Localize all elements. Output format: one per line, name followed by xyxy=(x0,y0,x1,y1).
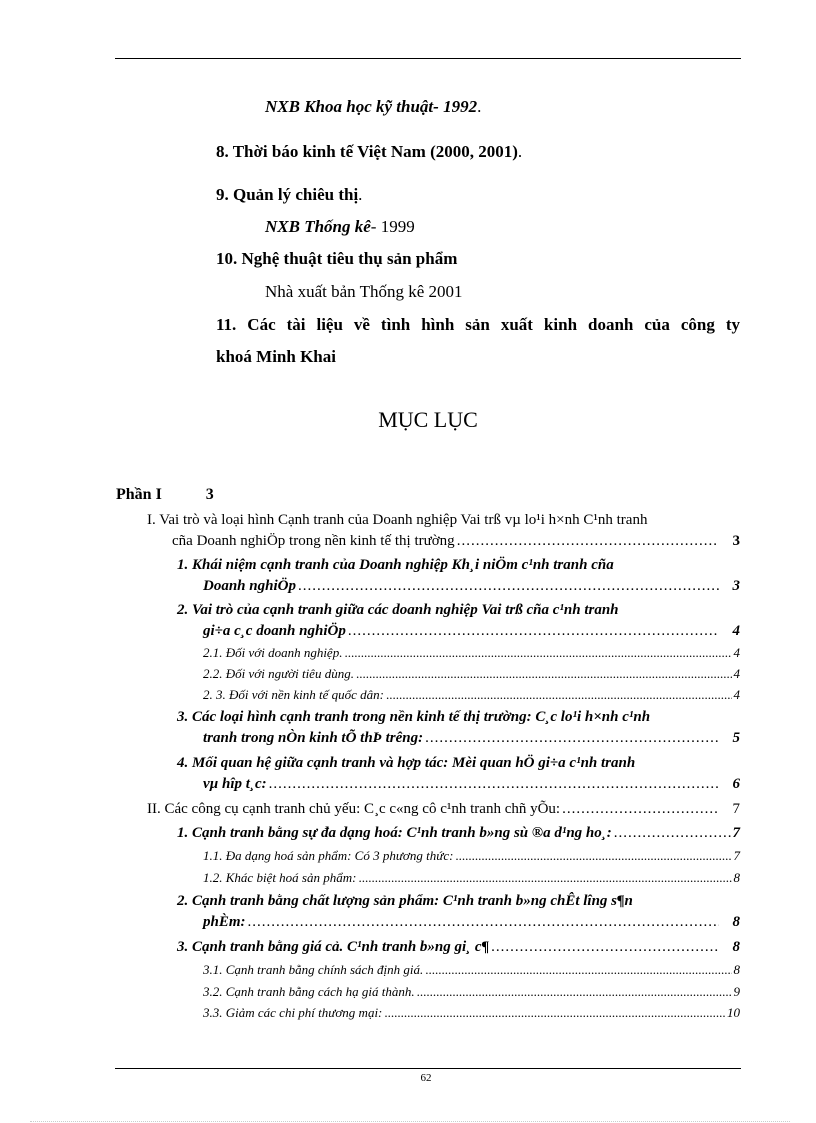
toc-item-2-1[interactable] xyxy=(203,645,740,661)
toc-item-t2-text: phÈm: xyxy=(203,914,246,930)
toc-leader xyxy=(384,1005,725,1021)
toc-item-4-page: 6 xyxy=(732,776,740,792)
toc-leader xyxy=(386,687,732,703)
toc-item-t1-1-page: 7 xyxy=(733,848,740,863)
ref-7-publisher-name: NXB Khoa học kỹ thuật xyxy=(265,97,434,116)
toc-item-3-text: tranh trong nÒn kinh tÕ thÞ trêng: xyxy=(203,730,424,746)
toc-leader xyxy=(562,801,718,818)
ref-8 xyxy=(216,142,522,162)
toc-item-t1-1[interactable] xyxy=(203,848,740,864)
ref-9-publisher xyxy=(265,217,415,237)
toc-item-1-line2[interactable] xyxy=(203,578,740,595)
toc-item-t1-page: 7 xyxy=(732,825,740,841)
toc-item-t1-text: 1. Cạnh tranh bằng sự đa dạng hoá: C¹nh tranh b»ng sù ®a d¹ng ho¸: xyxy=(177,825,612,841)
toc-leader xyxy=(425,962,731,978)
toc-item-t3-1-page: 8 xyxy=(733,962,740,977)
toc-item-ii[interactable] xyxy=(147,801,740,818)
toc-item-t3-page: 8 xyxy=(732,939,740,955)
toc-leader xyxy=(614,825,731,842)
toc-item-1-line1[interactable]: 1. Khái niệm cạnh tranh của Doanh nghiệp Kh¸i niÖm c¹nh tranh cña xyxy=(177,557,614,573)
ref-8-text: 8. Thời báo kinh tế Việt Nam (2000, 2001) xyxy=(216,142,518,161)
toc-item-t2-line1[interactable]: 2. Cạnh tranh bằng chất lượng sản phẩm: C¹nh tranh b»ng chÊt lîng s¶n xyxy=(177,893,633,909)
toc-title: MỤC LỤC xyxy=(378,407,478,432)
toc-item-4-text: vµ hîp t¸c: xyxy=(203,776,267,792)
toc-item-t3-1[interactable] xyxy=(203,962,740,978)
toc-item-2-2[interactable] xyxy=(203,666,740,682)
ref-11-line1: 11. Các tài liệu về tình hình sản xuất kinh doanh của công ty xyxy=(216,315,740,334)
toc-item-t3-3[interactable] xyxy=(203,1005,740,1021)
toc-leader xyxy=(356,666,732,682)
toc-item-2-1-page: 4 xyxy=(733,645,740,660)
header-rule xyxy=(115,58,741,59)
toc-item-t1-1-text: 1.1. Đa dạng hoá sản phẩm: Có 3 phương thức: xyxy=(203,848,454,863)
page-number: 62 xyxy=(420,1072,432,1084)
toc-item-t3-text: 3. Cạnh tranh bằng giá cả. C¹nh tranh b»ng gi¸ c¶ xyxy=(177,939,490,955)
ref-9-text: 9. Quản lý chiêu thị xyxy=(216,185,359,204)
toc-item-t1-2-text: 1.2. Khác biệt hoá sản phẩm: xyxy=(203,870,357,885)
toc-item-2-text: gi÷a c¸c doanh nghiÖp xyxy=(203,623,346,639)
toc-part-1-page: 3 xyxy=(205,486,214,503)
toc-leader xyxy=(491,939,718,956)
footer-rule xyxy=(115,1068,741,1069)
ref-10-publisher: Nhà xuất bản Thống kê 2001 xyxy=(265,282,463,301)
ref-8-end: . xyxy=(517,142,523,161)
toc-item-i-line1[interactable]: I. Vai trò và loại hình Cạnh tranh của Doanh nghiệp Vai trß vµ lo¹i h×nh C¹nh tranh xyxy=(147,512,648,528)
toc-item-t1[interactable] xyxy=(177,825,740,842)
toc-item-i-text: cña Doanh nghiÖp trong nền kinh tế thị trường xyxy=(172,533,455,549)
toc-item-t3-2[interactable] xyxy=(203,984,740,1000)
toc-item-2-line1[interactable]: 2. Vai trò của cạnh tranh giữa các doanh nghiệp Vai trß cña c¹nh tranh xyxy=(177,602,619,618)
toc-leader xyxy=(358,870,731,886)
toc-item-4-line2[interactable] xyxy=(203,776,740,793)
ref-11-line2: khoá Minh Khai xyxy=(216,347,336,366)
toc-item-t2-page: 8 xyxy=(732,914,740,930)
toc-item-3-line2[interactable] xyxy=(203,730,740,747)
toc-item-i-line2[interactable] xyxy=(172,533,740,550)
toc-item-2-3[interactable] xyxy=(203,687,740,703)
toc-item-1-text: Doanh nghiÖp xyxy=(203,578,296,594)
toc-item-t1-2-page: 8 xyxy=(733,870,740,885)
toc-item-t2-line2[interactable] xyxy=(203,914,740,931)
ref-9-end: . xyxy=(358,185,363,204)
toc-leader xyxy=(348,623,719,640)
toc-item-2-1-text: 2.1. Đối với doanh nghiệp. xyxy=(203,645,343,660)
toc-leader xyxy=(417,984,732,1000)
toc-item-t3[interactable] xyxy=(177,939,740,956)
toc-item-2-line2[interactable] xyxy=(203,623,740,640)
toc-item-2-page: 4 xyxy=(732,623,740,639)
toc-item-1-page: 3 xyxy=(732,578,740,594)
ref-9-publisher-year: - 1999 xyxy=(370,217,415,236)
toc-leader xyxy=(344,645,731,661)
toc-item-t3-2-page: 9 xyxy=(733,984,740,999)
toc-leader xyxy=(425,730,718,747)
toc-item-t3-2-text: 3.2. Cạnh tranh bằng cách hạ giá thành. xyxy=(203,984,415,999)
toc-leader xyxy=(269,776,719,793)
toc-item-2-3-text: 2. 3. Đối với nền kinh tế quốc dân: xyxy=(203,687,384,702)
ref-7-publisher-year: - 1992 xyxy=(433,97,478,116)
toc-item-2-2-text: 2.2. Đối với người tiêu dùng. xyxy=(203,666,354,681)
toc-part-1[interactable] xyxy=(116,486,214,504)
toc-item-i-page: 3 xyxy=(732,533,740,549)
toc-leader xyxy=(298,578,719,595)
toc-part-1-label: Phần I xyxy=(116,486,162,503)
ref-9-publisher-name: NXB Thống kê xyxy=(265,217,371,236)
toc-item-3-page: 5 xyxy=(732,730,740,746)
toc-item-4-line1[interactable]: 4. Mối quan hệ giữa cạnh tranh và hợp tác: Mèi quan hÖ gi÷a c¹nh tranh xyxy=(177,755,636,771)
toc-item-t3-3-page: 10 xyxy=(727,1005,740,1020)
toc-item-ii-page: 7 xyxy=(732,801,740,817)
ref-10: 10. Nghệ thuật tiêu thụ sản phẩm xyxy=(216,249,458,268)
toc-item-t3-1-text: 3.1. Cạnh tranh bằng chính sách định giá. xyxy=(203,962,424,977)
toc-item-3-line1[interactable]: 3. Các loại hình cạnh tranh trong nền kinh tế thị trường: C¸c lo¹i h×nh c¹nh xyxy=(177,709,651,725)
ref-9 xyxy=(216,185,362,205)
toc-leader xyxy=(457,533,719,550)
toc-item-2-3-page: 4 xyxy=(733,687,740,702)
toc-item-ii-text: II. Các công cụ cạnh tranh chủ yếu: C¸c c«ng cô c¹nh tranh chñ yÕu: xyxy=(147,801,561,817)
toc-item-2-2-page: 4 xyxy=(733,666,740,681)
page-edge-dots xyxy=(30,1121,790,1122)
toc-leader xyxy=(248,914,719,931)
ref-7-publisher xyxy=(265,97,481,117)
ref-7-end: . xyxy=(477,97,482,116)
toc-item-t3-3-text: 3.3. Giảm các chi phí thương mại: xyxy=(203,1005,383,1020)
toc-item-t1-2[interactable] xyxy=(203,870,740,886)
toc-leader xyxy=(455,848,731,864)
